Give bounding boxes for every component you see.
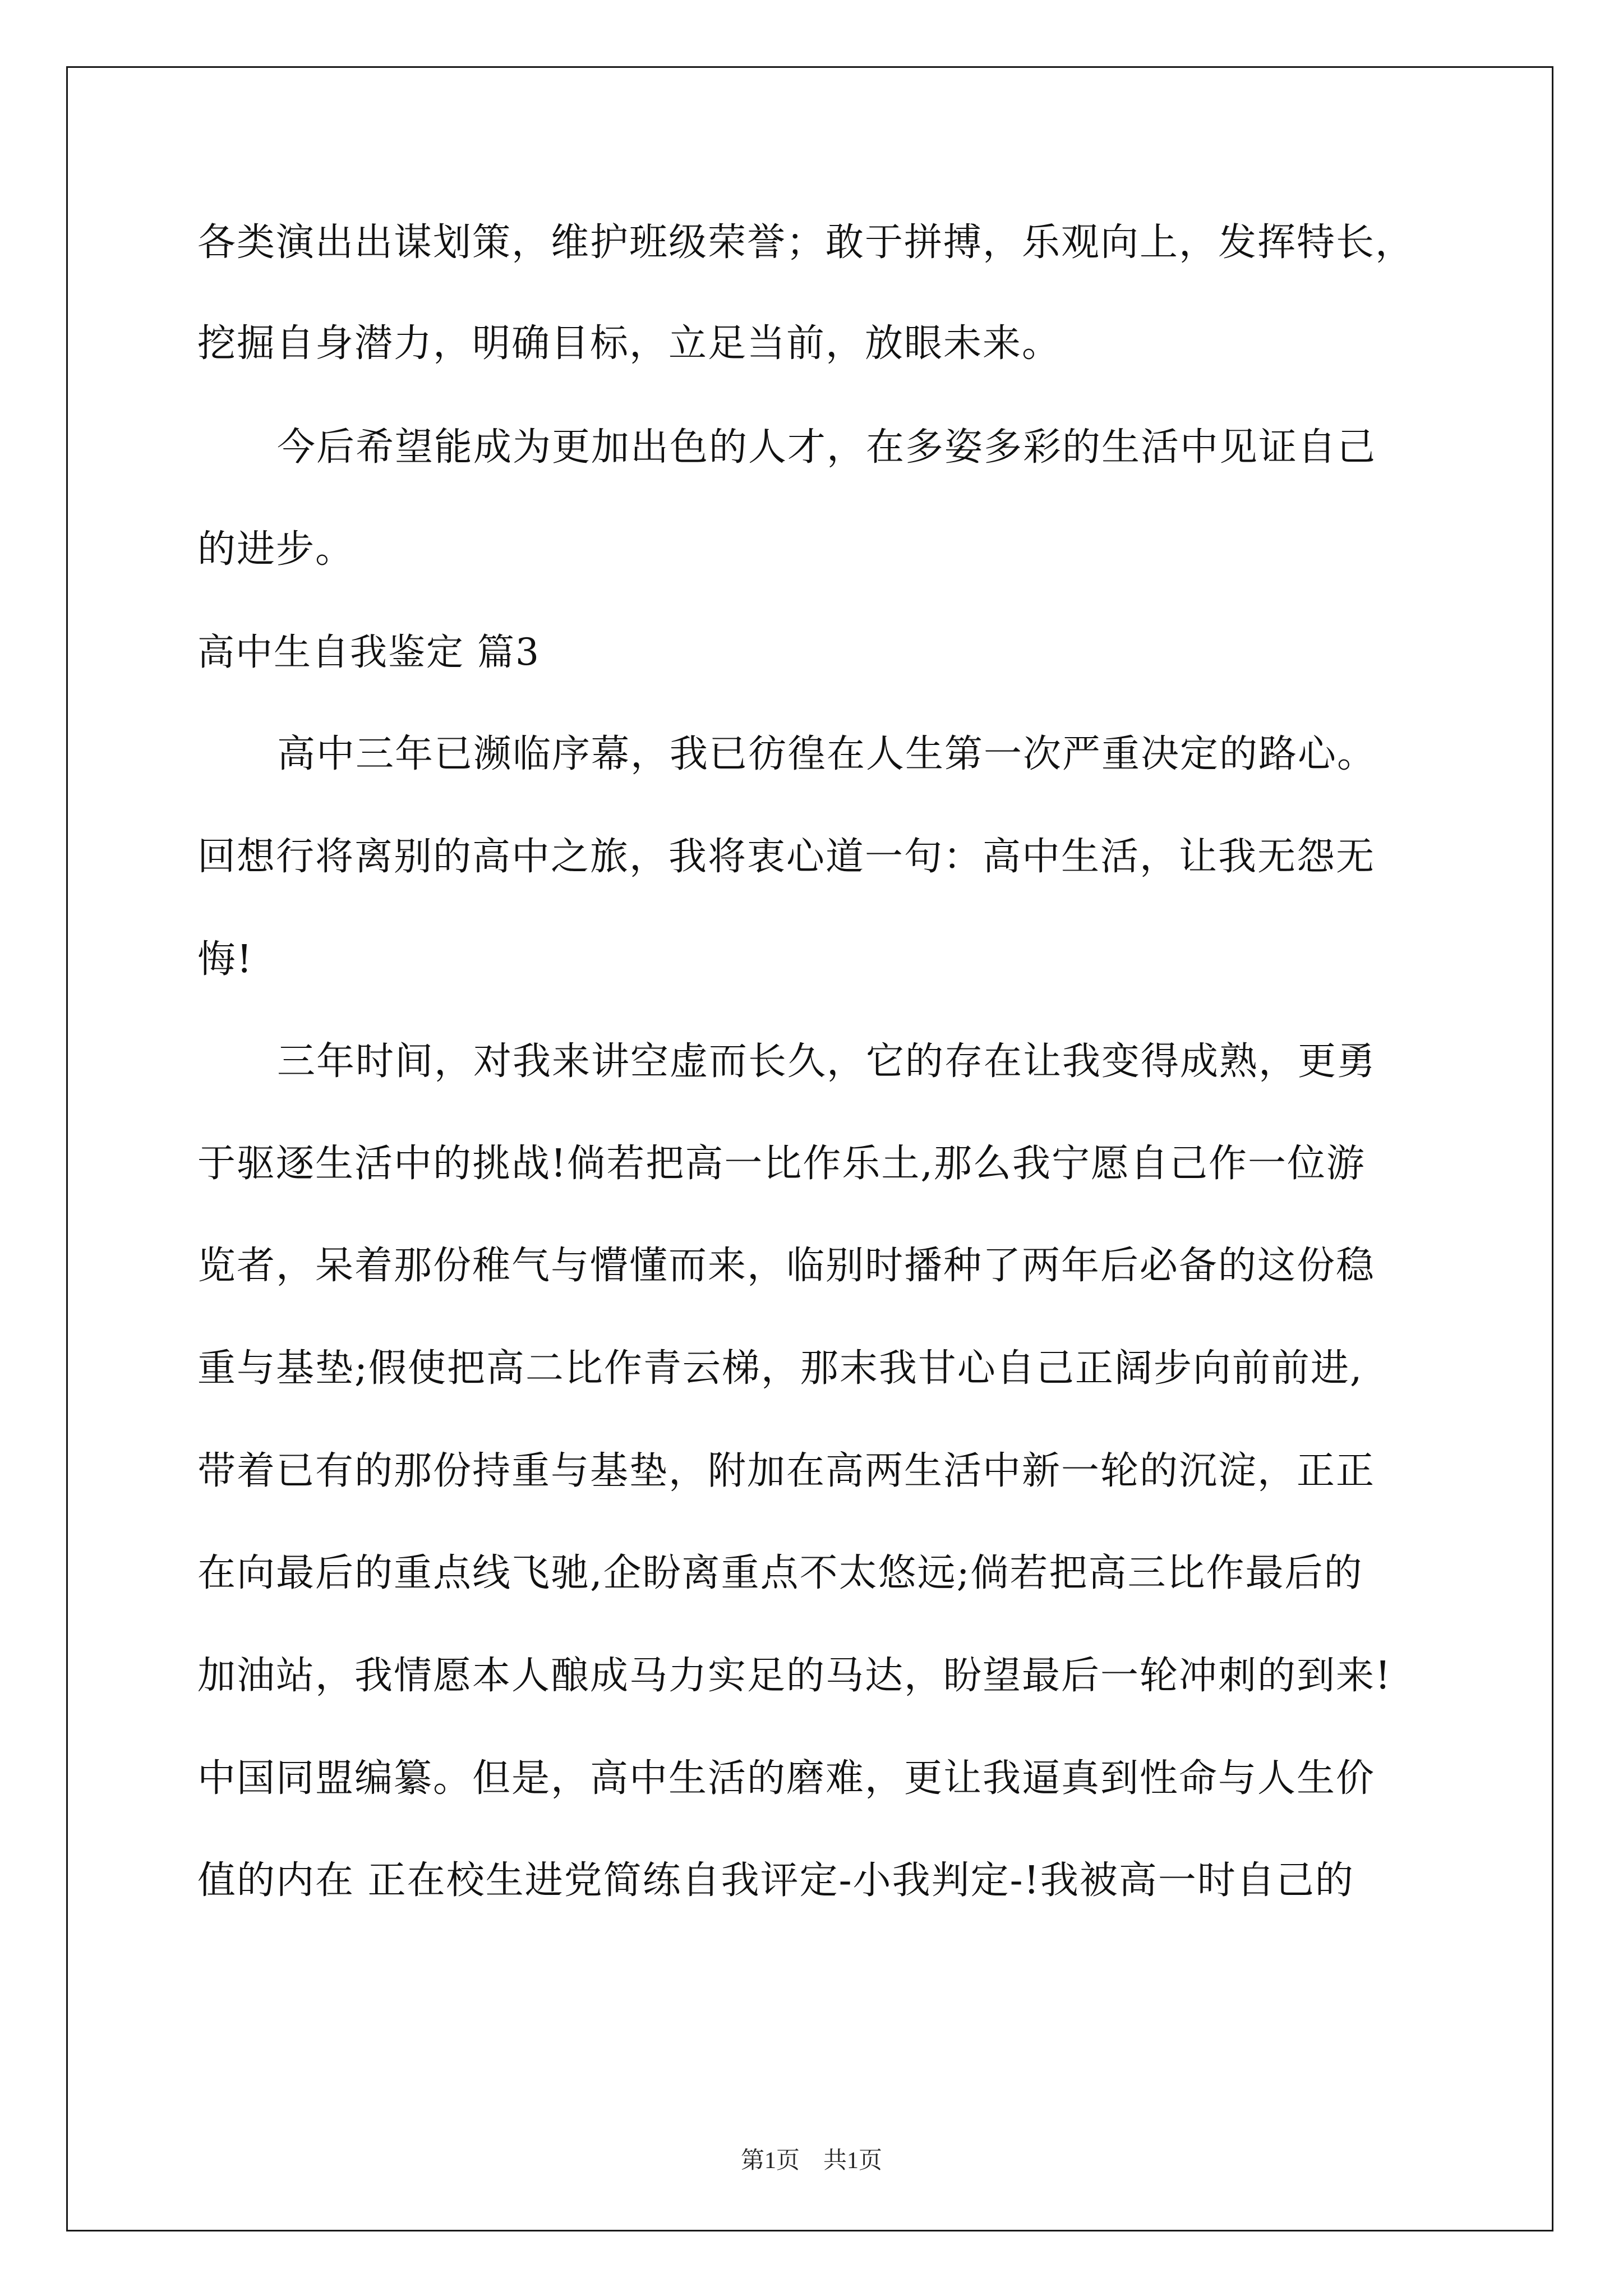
body-line-9: 三年时间，对我来讲空虚而长久，它的存在让我变得成熟，更勇: [277, 1039, 1377, 1084]
body-line-17: 值的内在 正在校生进党简练自我评定-小我判定-!我被高一时自己的: [197, 1858, 1354, 1903]
body-line-14: 在向最后的重点线飞驰,企盼离重点不太悠远;倘若把高三比作最后的: [197, 1551, 1363, 1595]
page-footer: 第1页 共1页: [740, 2148, 882, 2174]
body-line-2: 挖掘自身潜力，明确目标，立足当前，放眼未来。: [197, 321, 1062, 366]
body-line-7: 回想行将离别的高中之旅，我将衷心道一句：高中生活，让我无怨无: [197, 835, 1376, 879]
body-line-15: 加油站，我情愿本人酿成马力实足的马达，盼望最后一轮冲刺的到来!: [197, 1654, 1392, 1698]
body-line-1: 各类演出出谋划策，维护班级荣誉；敢于拼搏，乐观向上，发挥特长，: [197, 220, 1415, 265]
body-line-4: 的进步。: [197, 527, 355, 572]
body-line-11: 览者，呆着那份稚气与懵懂而来，临别时播种了两年后必备的这份稳: [197, 1244, 1376, 1288]
body-line-10: 于驱逐生活中的挑战!倘若把高一比作乐土,那么我宁愿自己作一位游: [197, 1142, 1366, 1186]
body-line-16: 中国同盟编纂。但是，高中生活的磨难，更让我逼真到性命与人生价: [197, 1756, 1376, 1801]
body-line-6: 高中三年已濒临序幕，我已彷徨在人生第一次严重决定的路心。: [277, 732, 1377, 776]
section-heading: 高中生自我鉴定 篇3: [197, 631, 540, 674]
body-line-8: 悔!: [197, 937, 253, 982]
body-line-12: 重与基垫;假使把高二比作青云梯，那末我甘心自己正阔步向前前进,: [197, 1346, 1363, 1391]
body-line-3: 今后希望能成为更加出色的人才，在多姿多彩的生活中见证自己: [277, 425, 1377, 470]
body-line-13: 带着已有的那份持重与基垫，附加在高两生活中新一轮的沉淀，正正: [197, 1449, 1376, 1493]
